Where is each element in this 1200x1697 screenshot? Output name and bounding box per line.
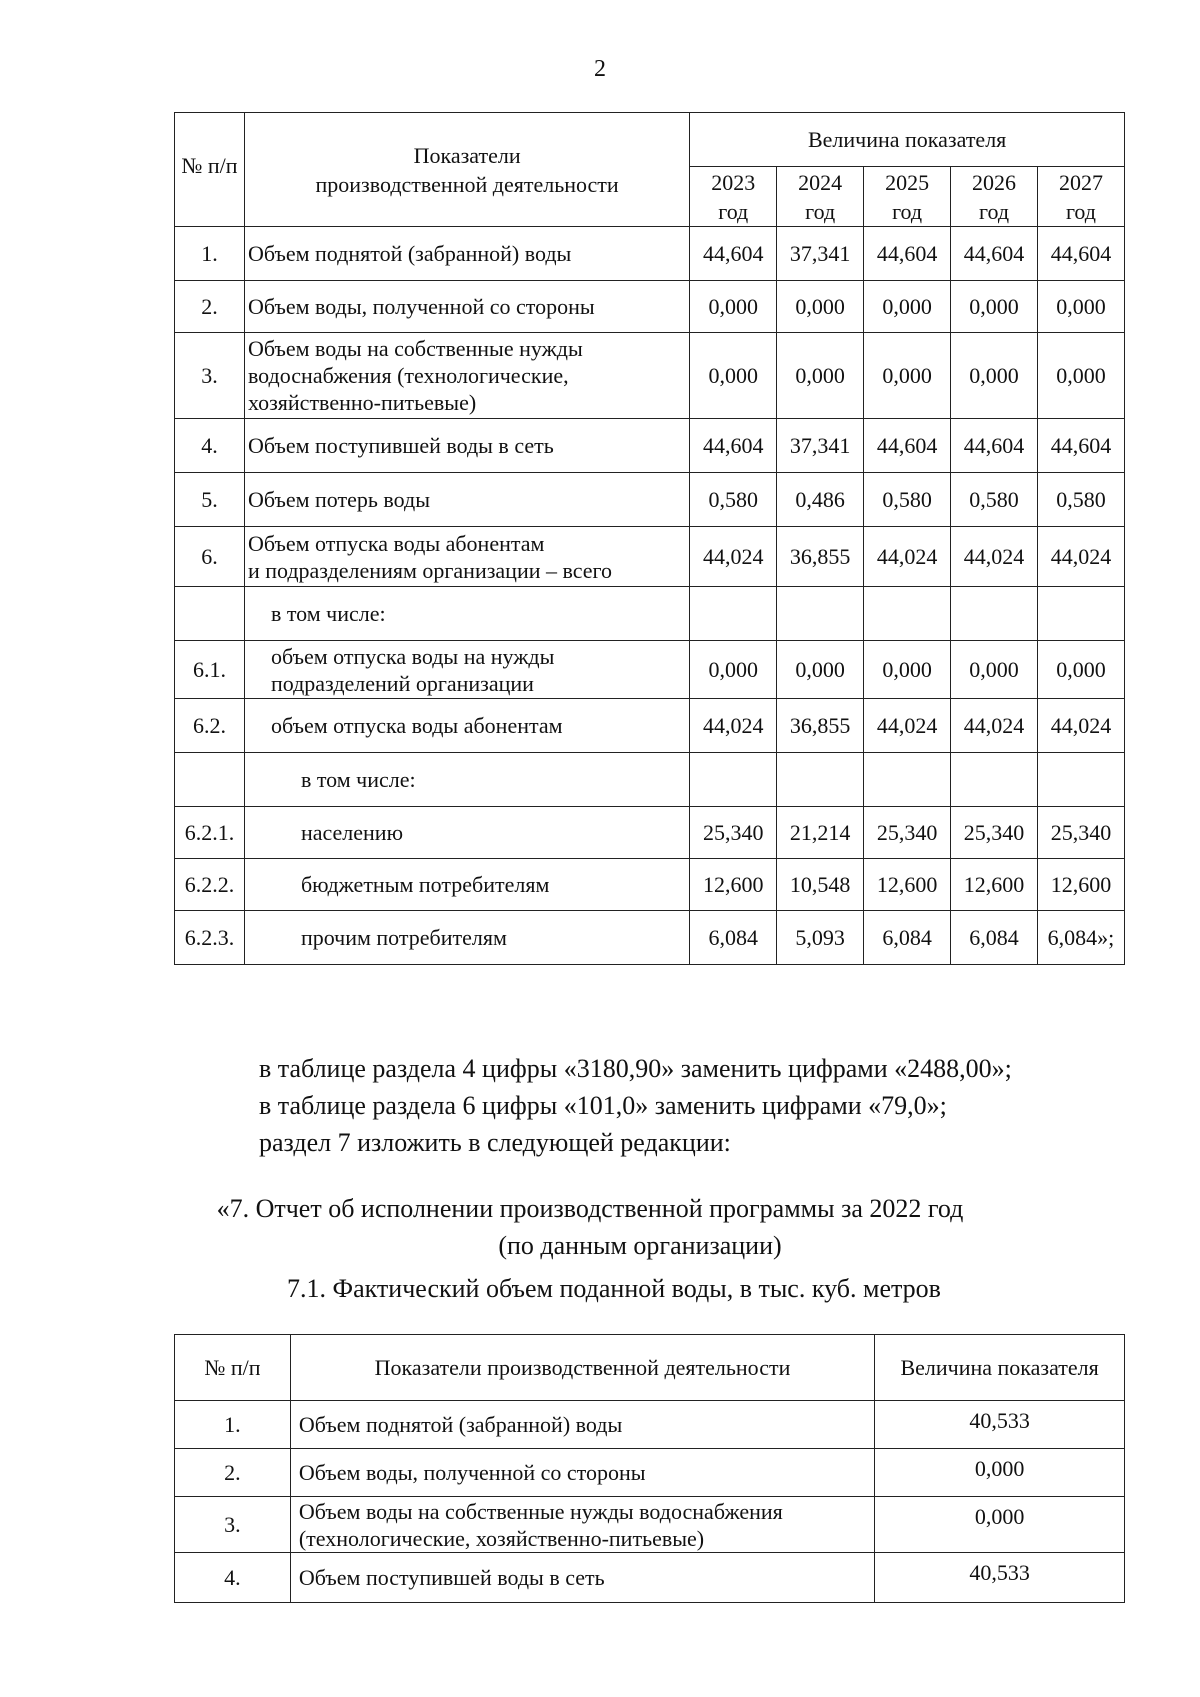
row-indicator-name [244, 807, 689, 859]
row-value-2023: 0,000 [690, 333, 777, 419]
row-value-2027: 25,340 [1037, 807, 1124, 859]
row-value-2025: 44,024 [864, 699, 951, 753]
header-year-value: 2024 [798, 169, 843, 195]
row-value-2023: 0,000 [690, 281, 777, 333]
row-number: 4. [175, 1553, 291, 1603]
table-row [175, 859, 1125, 911]
row-value-2025: 0,000 [864, 641, 951, 699]
row-value-2026: 44,024 [951, 699, 1038, 753]
section-heading-line2: (по данным организации) [498, 1231, 782, 1260]
header-year-value: 2023 [711, 169, 756, 195]
header-year-unit: год [892, 198, 923, 224]
table-row [175, 699, 1125, 753]
amendment-line-1: в таблице раздела 4 цифры «3180,90» заменить цифрами «2488,00»; [259, 1054, 1012, 1083]
row-value-2023: 12,600 [690, 859, 777, 911]
row-value-2025: 0,000 [864, 281, 951, 333]
row-value-2024: 0,000 [777, 641, 864, 699]
row-value-2026: 6,084 [951, 911, 1038, 965]
row-value-2024: 0,486 [777, 473, 864, 527]
row-number: 3. [175, 333, 245, 419]
row-number: 1. [175, 227, 245, 281]
row-number: 3. [175, 1497, 291, 1553]
row-value-2023: 44,024 [690, 699, 777, 753]
row-value-2026 [951, 587, 1038, 641]
row-value-2023 [690, 587, 777, 641]
indicator-name-line: объем отпуска воды на нужды [270, 643, 555, 669]
indicator-name-line: Объем воды, полученной со стороны [298, 1460, 646, 1485]
table-row [175, 473, 1125, 527]
row-indicator-name [290, 1497, 874, 1553]
row-indicator-name [244, 281, 689, 333]
indicator-name-line: бюджетным потребителям [300, 872, 550, 897]
row-value-2026: 25,340 [951, 807, 1038, 859]
row-value-2027 [1037, 587, 1124, 641]
indicator-name-line: Объем поднятой (забранной) воды [298, 1412, 623, 1437]
row-value: 0,000 [875, 1497, 1125, 1553]
row-value-2027: 44,024 [1037, 527, 1124, 587]
indicator-name-line: Объем воды, полученной со стороны [247, 294, 595, 319]
indicator-name-line: Объем отпуска воды абонентам [247, 530, 545, 556]
table-row [175, 1497, 1125, 1553]
row-value-2027: 0,000 [1037, 641, 1124, 699]
row-value-2024: 36,855 [777, 699, 864, 753]
row-value-2026: 44,604 [951, 227, 1038, 281]
row-value-2023: 0,580 [690, 473, 777, 527]
indicator-name-line: подразделений организации [270, 670, 534, 696]
row-indicator-name [244, 641, 689, 699]
row-indicator-name [244, 473, 689, 527]
t2-header-indicator: Показатели производственной деятельности [290, 1335, 874, 1401]
row-value-2024 [777, 753, 864, 807]
row-indicator-name [244, 527, 689, 587]
row-value-2025 [864, 587, 951, 641]
indicator-name-line: Объем поднятой (забранной) воды [247, 241, 572, 266]
indicator-name-line: Объем поступившей воды в сеть [247, 433, 554, 458]
row-value-2025: 0,580 [864, 473, 951, 527]
row-indicator-name [244, 333, 689, 419]
row-value-2027: 44,024 [1037, 699, 1124, 753]
indicator-name-line: Объем воды на собственные нужды водоснабжения [298, 1498, 783, 1524]
header-indicator-line2: производственной деятельности [315, 171, 619, 197]
table-row [175, 419, 1125, 473]
row-value-2023: 44,604 [690, 227, 777, 281]
header-year-value: 2025 [885, 169, 930, 195]
header-indicator-line1: Показатели [413, 142, 521, 168]
row-number [175, 753, 245, 807]
row-number: 4. [175, 419, 245, 473]
indicator-name-line: Объем поступившей воды в сеть [298, 1565, 605, 1590]
row-indicator-name [290, 1449, 874, 1497]
row-value-2023 [690, 753, 777, 807]
row-indicator-name [290, 1553, 874, 1603]
row-value-2027: 12,600 [1037, 859, 1124, 911]
row-indicator-name [290, 1401, 874, 1449]
row-value-2025: 44,024 [864, 527, 951, 587]
table-row [175, 587, 1125, 641]
header-year-unit: год [805, 198, 836, 224]
row-value-2026: 0,000 [951, 281, 1038, 333]
row-value-2023: 0,000 [690, 641, 777, 699]
row-value-2026: 0,000 [951, 333, 1038, 419]
row-value-2027: 44,604 [1037, 227, 1124, 281]
row-number: 2. [175, 281, 245, 333]
table-row [175, 227, 1125, 281]
table-row [175, 527, 1125, 587]
table-row [175, 641, 1125, 699]
indicator-name-line: населению [300, 820, 403, 845]
header-indicator [244, 113, 689, 227]
row-indicator-name [244, 587, 689, 641]
row-number [175, 587, 245, 641]
header-year-2 [864, 167, 951, 227]
row-value-2024: 0,000 [777, 333, 864, 419]
row-value-2026: 0,000 [951, 641, 1038, 699]
row-value-2023: 44,024 [690, 527, 777, 587]
row-number: 5. [175, 473, 245, 527]
page-number: 2 [594, 56, 606, 82]
row-value: 40,533 [875, 1401, 1125, 1449]
table-row [175, 1449, 1125, 1497]
row-value-2024: 5,093 [777, 911, 864, 965]
table-row [175, 1401, 1125, 1449]
indicator-name-line: в том числе: [270, 601, 386, 626]
row-number: 6.2.2. [175, 859, 245, 911]
row-number: 6.2.1. [175, 807, 245, 859]
subsection-heading: 7.1. Фактический объем поданной воды, в тыс. куб. метров [287, 1274, 941, 1303]
row-value-2027: 0,000 [1037, 281, 1124, 333]
row-number: 1. [175, 1401, 291, 1449]
indicator-name-line: (технологические, хозяйственно-питьевые) [298, 1525, 705, 1551]
row-indicator-name [244, 419, 689, 473]
row-value-2024: 36,855 [777, 527, 864, 587]
row-value-2026: 0,580 [951, 473, 1038, 527]
table-row [175, 281, 1125, 333]
row-number: 6.2.3. [175, 911, 245, 965]
row-value-2025: 0,000 [864, 333, 951, 419]
row-value: 0,000 [875, 1449, 1125, 1497]
row-value-2026: 12,600 [951, 859, 1038, 911]
header-no [175, 113, 245, 227]
t2-header-value: Величина показателя [875, 1335, 1125, 1401]
header-year-4 [1037, 167, 1124, 227]
indicator-name-line: водоснабжения (технологические, [247, 363, 569, 388]
row-indicator-name [244, 911, 689, 965]
row-number: 6.2. [175, 699, 245, 753]
actual-water-volume-table [174, 1334, 1125, 1603]
row-value-2025: 6,084 [864, 911, 951, 965]
row-value-2027 [1037, 753, 1124, 807]
indicator-name-line: хозяйственно-питьевые) [247, 390, 477, 415]
header-year-value: 2027 [1058, 169, 1103, 195]
indicator-name-line: прочим потребителям [300, 925, 507, 950]
row-value-2023: 6,084 [690, 911, 777, 965]
header-year-unit: год [978, 198, 1010, 224]
row-value-2025: 44,604 [864, 227, 951, 281]
table-row [175, 333, 1125, 419]
indicator-name-line: объем отпуска воды абонентам [270, 713, 563, 738]
row-value-2025: 44,604 [864, 419, 951, 473]
indicator-name-line: Объем воды на собственные нужды [247, 336, 583, 361]
header-year-unit: год [1065, 198, 1096, 224]
row-value: 40,533 [875, 1553, 1125, 1603]
row-number: 6. [175, 527, 245, 587]
header-no-label: № п/п [181, 153, 238, 178]
row-value-2023: 25,340 [690, 807, 777, 859]
indicator-name-line: в том числе: [300, 767, 416, 792]
row-value-2026: 44,024 [951, 527, 1038, 587]
table-row [175, 1553, 1125, 1603]
table-row [175, 807, 1125, 859]
row-value-2026: 44,604 [951, 419, 1038, 473]
header-value-group: Величина показателя [690, 113, 1125, 167]
amendment-line-2: в таблице раздела 6 цифры «101,0» заменить цифрами «79,0»; [259, 1091, 947, 1120]
header-year-1 [777, 167, 864, 227]
row-value-2024: 0,000 [777, 281, 864, 333]
row-indicator-name [244, 227, 689, 281]
row-value-2027: 6,084»; [1037, 911, 1124, 965]
row-value-2027: 0,000 [1037, 333, 1124, 419]
row-number: 2. [175, 1449, 291, 1497]
row-value-2024: 10,548 [777, 859, 864, 911]
row-value-2024: 21,214 [777, 807, 864, 859]
section-heading-line1: «7. Отчет об исполнении производственной программы за 2022 год [216, 1194, 964, 1223]
amendment-line-3: раздел 7 изложить в следующей редакции: [259, 1128, 731, 1157]
row-number: 6.1. [175, 641, 245, 699]
t2-header-no: № п/п [175, 1335, 291, 1401]
header-year-0 [690, 167, 777, 227]
row-value-2025: 25,340 [864, 807, 951, 859]
row-value-2024 [777, 587, 864, 641]
row-value-2024: 37,341 [777, 227, 864, 281]
header-year-value: 2026 [972, 169, 1016, 195]
row-indicator-name [244, 859, 689, 911]
row-value-2027: 44,604 [1037, 419, 1124, 473]
row-value-2026 [951, 753, 1038, 807]
header-year-unit: год [718, 198, 749, 224]
row-indicator-name [244, 753, 689, 807]
table-row [175, 911, 1125, 965]
row-value-2025 [864, 753, 951, 807]
row-value-2024: 37,341 [777, 419, 864, 473]
production-indicators-table [174, 112, 1125, 965]
row-value-2027: 0,580 [1037, 473, 1124, 527]
indicator-name-line: и подразделениям организации – всего [247, 557, 613, 583]
indicator-name-line: Объем потерь воды [247, 487, 431, 512]
row-value-2023: 44,604 [690, 419, 777, 473]
row-value-2025: 12,600 [864, 859, 951, 911]
header-year-3 [951, 167, 1038, 227]
row-indicator-name [244, 699, 689, 753]
table-row [175, 753, 1125, 807]
